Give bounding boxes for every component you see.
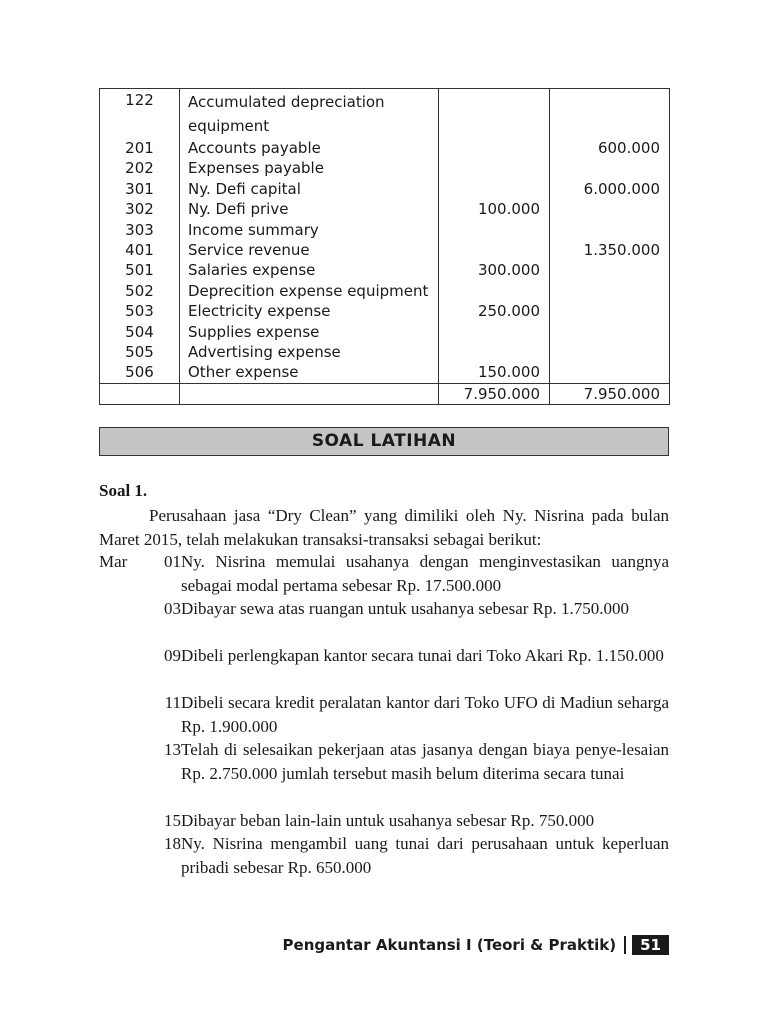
page-footer bbox=[283, 934, 669, 956]
account-name: Electricity expense bbox=[180, 301, 439, 321]
transaction-text: Dibeli perlengkapan kantor secara tunai dari Toko Akari Rp. 1.150.000 bbox=[181, 646, 664, 665]
credit-amount bbox=[550, 158, 670, 178]
credit-amount bbox=[550, 342, 670, 362]
account-number: 504 bbox=[100, 322, 180, 342]
credit-amount bbox=[550, 322, 670, 342]
account-name: Salaries expense bbox=[180, 260, 439, 280]
list-item bbox=[99, 832, 669, 879]
transaction-list bbox=[99, 550, 669, 879]
total-credit: 7.950.000 bbox=[550, 383, 670, 404]
table-row bbox=[100, 301, 670, 321]
list-item bbox=[99, 691, 669, 738]
credit-amount bbox=[550, 362, 670, 383]
account-number: 506 bbox=[100, 362, 180, 383]
transaction-text: Dibayar beban lain-lain untuk usahanya sebesar Rp. 750.000 bbox=[181, 810, 595, 830]
credit-amount bbox=[550, 199, 670, 219]
table-row bbox=[100, 260, 670, 280]
list-item bbox=[99, 597, 669, 644]
account-name: Expenses payable bbox=[180, 158, 439, 178]
transaction-day: 13 bbox=[164, 740, 181, 759]
account-name: Service revenue bbox=[180, 240, 439, 260]
account-number: 302 bbox=[100, 199, 180, 219]
total-debit: 7.950.000 bbox=[439, 383, 550, 404]
debit-amount bbox=[439, 158, 550, 178]
debit-amount: 300.000 bbox=[439, 260, 550, 280]
footer-divider bbox=[624, 936, 626, 954]
transaction-month bbox=[99, 597, 139, 644]
table-row bbox=[100, 138, 670, 158]
table-row bbox=[100, 281, 670, 301]
account-name: Advertising expense bbox=[180, 342, 439, 362]
account-number: 503 bbox=[100, 301, 180, 321]
transaction-day: 15 bbox=[164, 810, 181, 830]
credit-amount bbox=[550, 301, 670, 321]
account-name: Deprecition expense equipment bbox=[180, 281, 439, 301]
exercise-title: Soal 1. bbox=[99, 481, 148, 500]
account-number: 122 bbox=[100, 89, 180, 139]
page-number: 51 bbox=[632, 935, 669, 955]
table-row bbox=[100, 220, 670, 240]
transaction-day: 18 bbox=[164, 834, 181, 853]
transaction-month: Mar bbox=[99, 552, 128, 571]
transaction-text: Dibayar sewa atas ruangan untuk usahanya sebesar Rp. 1.750.000 bbox=[181, 599, 630, 618]
debit-amount bbox=[439, 281, 550, 301]
account-number: 502 bbox=[100, 281, 180, 301]
book-title: Pengantar Akuntansi I (Teori & Praktik) bbox=[282, 936, 617, 954]
account-name: Ny. Defi prive bbox=[180, 199, 439, 219]
account-number: 201 bbox=[100, 138, 180, 158]
transaction-text: Ny. Nisrina memulai usahanya dengan menginvestasikan uangnya sebagai modal pertama sebesar Rp. 17.500.000 bbox=[181, 552, 669, 595]
debit-amount bbox=[439, 322, 550, 342]
account-name: Other expense bbox=[180, 362, 439, 383]
debit-amount bbox=[439, 240, 550, 260]
debit-amount bbox=[439, 138, 550, 158]
transaction-month bbox=[99, 809, 139, 833]
debit-amount: 100.000 bbox=[439, 199, 550, 219]
debit-amount bbox=[439, 179, 550, 199]
debit-amount: 250.000 bbox=[439, 301, 550, 321]
credit-amount: 600.000 bbox=[550, 138, 670, 158]
transaction-day: 09 bbox=[164, 646, 181, 665]
transaction-text: Dibeli secara kredit peralatan kantor dari Toko UFO di Madiun seharga Rp. 1.900.000 bbox=[181, 693, 669, 736]
transaction-day: 01 bbox=[164, 552, 181, 571]
transaction-text: Ny. Nisrina mengambil uang tunai dari perusahaan untuk keperluan pribadi sebesar Rp. 650.000 bbox=[181, 834, 669, 877]
debit-amount bbox=[439, 89, 550, 139]
table-row bbox=[100, 158, 670, 178]
transaction-month bbox=[99, 738, 139, 809]
section-heading: SOAL LATIHAN bbox=[99, 427, 669, 456]
list-item bbox=[99, 809, 669, 833]
account-name: Supplies expense bbox=[180, 322, 439, 342]
credit-amount: 6.000.000 bbox=[550, 179, 670, 199]
credit-amount bbox=[550, 281, 670, 301]
account-number: 505 bbox=[100, 342, 180, 362]
table-row bbox=[100, 342, 670, 362]
account-number: 401 bbox=[100, 240, 180, 260]
table-row bbox=[100, 240, 670, 260]
transaction-day: 03 bbox=[164, 599, 181, 618]
account-name: Ny. Defi capital bbox=[180, 179, 439, 199]
list-item bbox=[99, 550, 669, 597]
list-item bbox=[99, 644, 669, 691]
credit-amount bbox=[550, 260, 670, 280]
debit-amount bbox=[439, 342, 550, 362]
list-item bbox=[99, 738, 669, 809]
transaction-day: 11 bbox=[164, 693, 181, 712]
debit-amount: 150.000 bbox=[439, 362, 550, 383]
table-row bbox=[100, 89, 670, 139]
account-name: Income summary bbox=[180, 220, 439, 240]
credit-amount bbox=[550, 89, 670, 139]
exercise-intro: Perusahaan jasa “Dry Clean” yang dimiliki oleh Ny. Nisrina pada bulan Maret 2015, telah melakukan transaksi-transaksi sebagai berikut: bbox=[99, 506, 669, 549]
transaction-month bbox=[99, 644, 139, 691]
credit-amount bbox=[550, 220, 670, 240]
account-number: 301 bbox=[100, 179, 180, 199]
table-row bbox=[100, 322, 670, 342]
account-name: Accounts payable bbox=[180, 138, 439, 158]
transaction-month bbox=[99, 691, 139, 738]
transaction-text: Telah di selesaikan pekerjaan atas jasanya dengan biaya penye-lesaian Rp. 2.750.000 jumlah tersebut masih belum diterima secara tunai bbox=[181, 740, 669, 783]
trial-balance-table bbox=[99, 88, 670, 405]
account-name: Accumulated depreciation equipment bbox=[180, 89, 439, 139]
debit-amount bbox=[439, 220, 550, 240]
transaction-month bbox=[99, 832, 139, 879]
account-number: 202 bbox=[100, 158, 180, 178]
account-number: 501 bbox=[100, 260, 180, 280]
table-row bbox=[100, 362, 670, 383]
account-number: 303 bbox=[100, 220, 180, 240]
credit-amount: 1.350.000 bbox=[550, 240, 670, 260]
total-row bbox=[100, 383, 670, 404]
table-row bbox=[100, 199, 670, 219]
table-row bbox=[100, 179, 670, 199]
